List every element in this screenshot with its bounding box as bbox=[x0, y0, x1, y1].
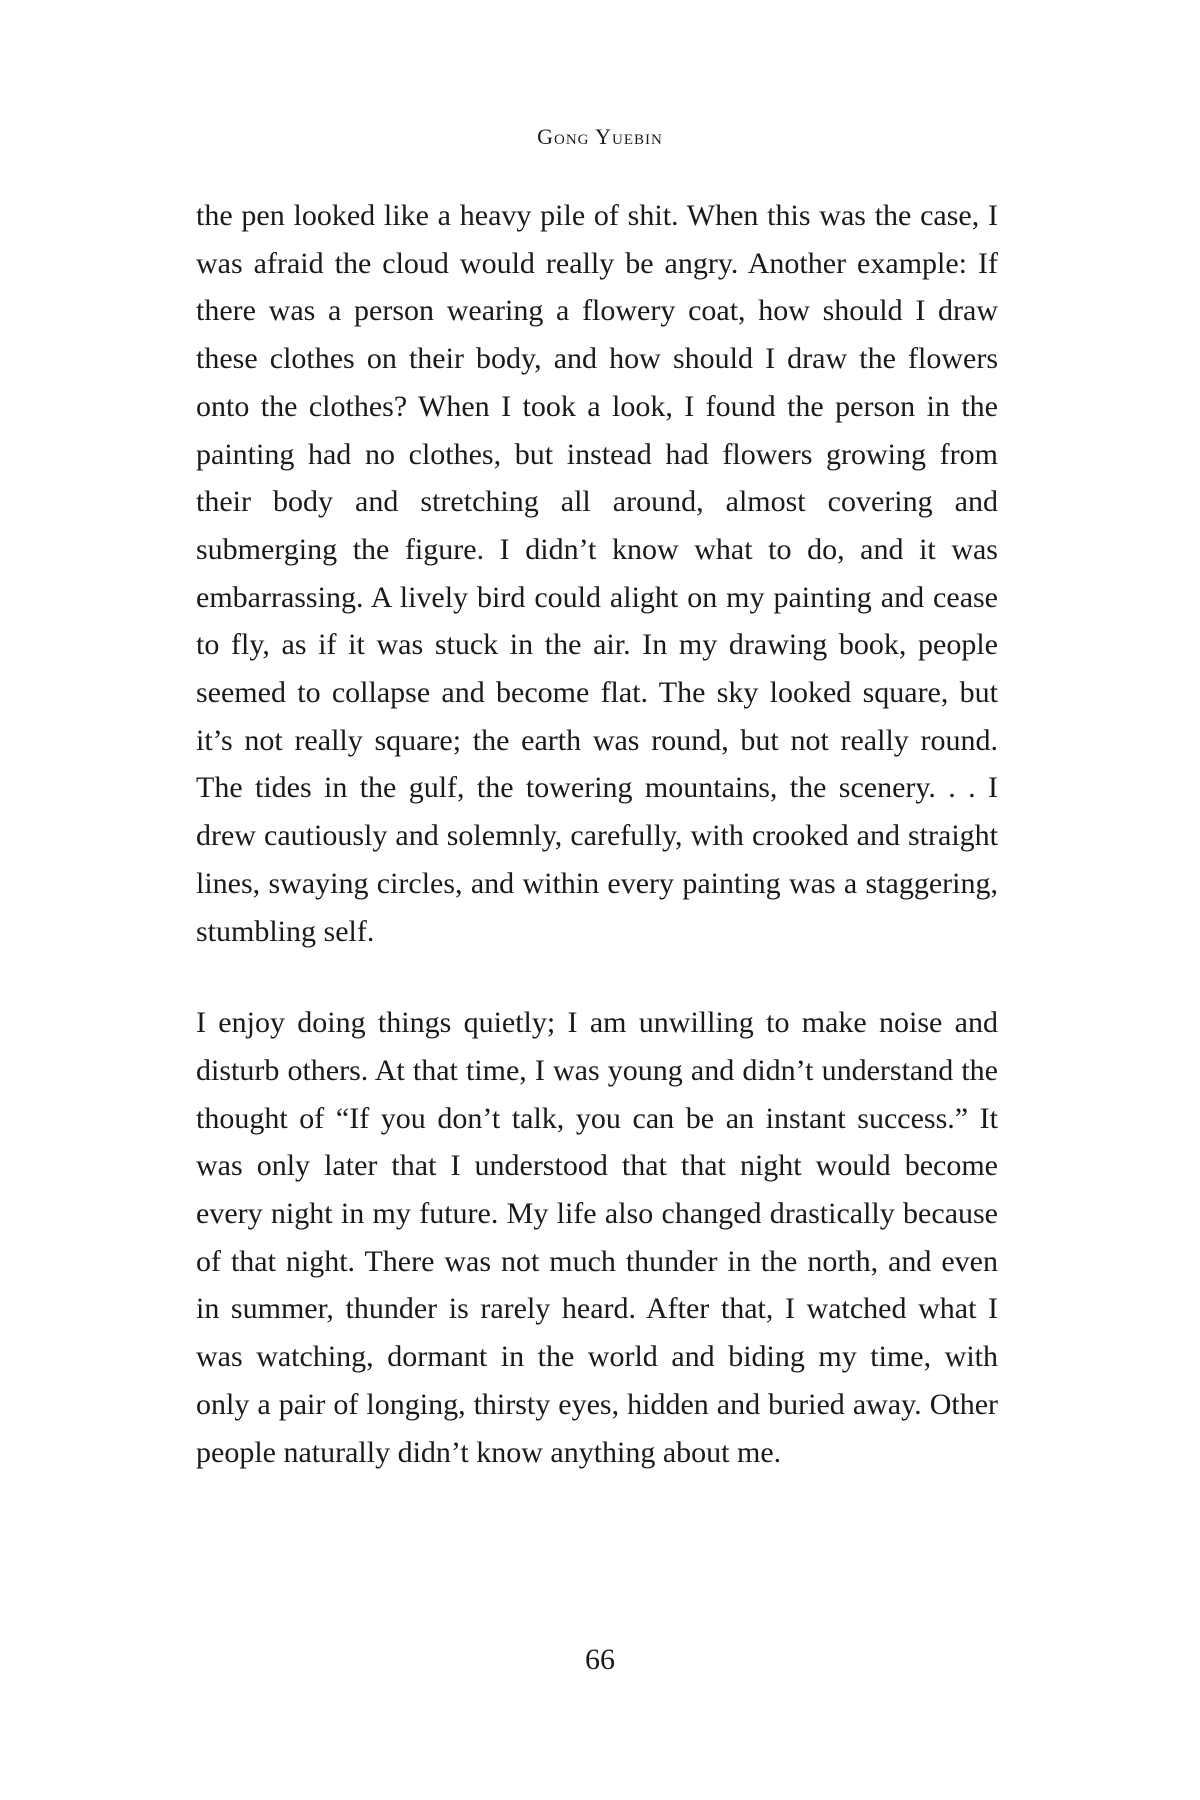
paragraph-1: the pen looked like a heavy pile of shit. When this was the case, I was afraid the cloud would really be angry. Another example: If there was a person wearing a flowery coat, how should I draw these clothes on their body, and how should I draw the flowers onto the clothes? When I took a look, I found the person in the painting had no clothes, but instead had flowers growing from their body and stretching all around, almost covering and submerging the figure. I didn’t know what to do, and it was embarrassing. A lively bird could alight on my painting and cease to fly, as if it was stuck in the air. In my drawing book, people seemed to collapse and become flat. The sky looked square, but it’s not really square; the earth was round, but not really round. The tides in the gulf, the towering mountains, the scenery. . . I drew cautiously and solemnly, carefully, with crooked and straight lines, swaying circles, and within every painting was a staggering, stumbling self. bbox=[196, 199, 998, 948]
running-head: Gong Yuebin bbox=[537, 124, 663, 149]
paragraph-2: I enjoy doing things quietly; I am unwilling to make noise and disturb others. At that time, I was young and didn’t understand the thought of “If you don’t talk, you can be an instant success.” It was only later that I understood that that night would become every night in my future. My life also changed drastically because of that night. There was not much thunder in the north, and even in summer, thunder is rarely heard. After that, I watched what I was watching, dormant in the world and biding my time, with only a pair of longing, thirsty eyes, hidden and buried away. Other people naturally didn’t know anything about me. bbox=[196, 1006, 998, 1469]
body-text bbox=[196, 192, 998, 1476]
page-number: 66 bbox=[585, 1643, 615, 1676]
